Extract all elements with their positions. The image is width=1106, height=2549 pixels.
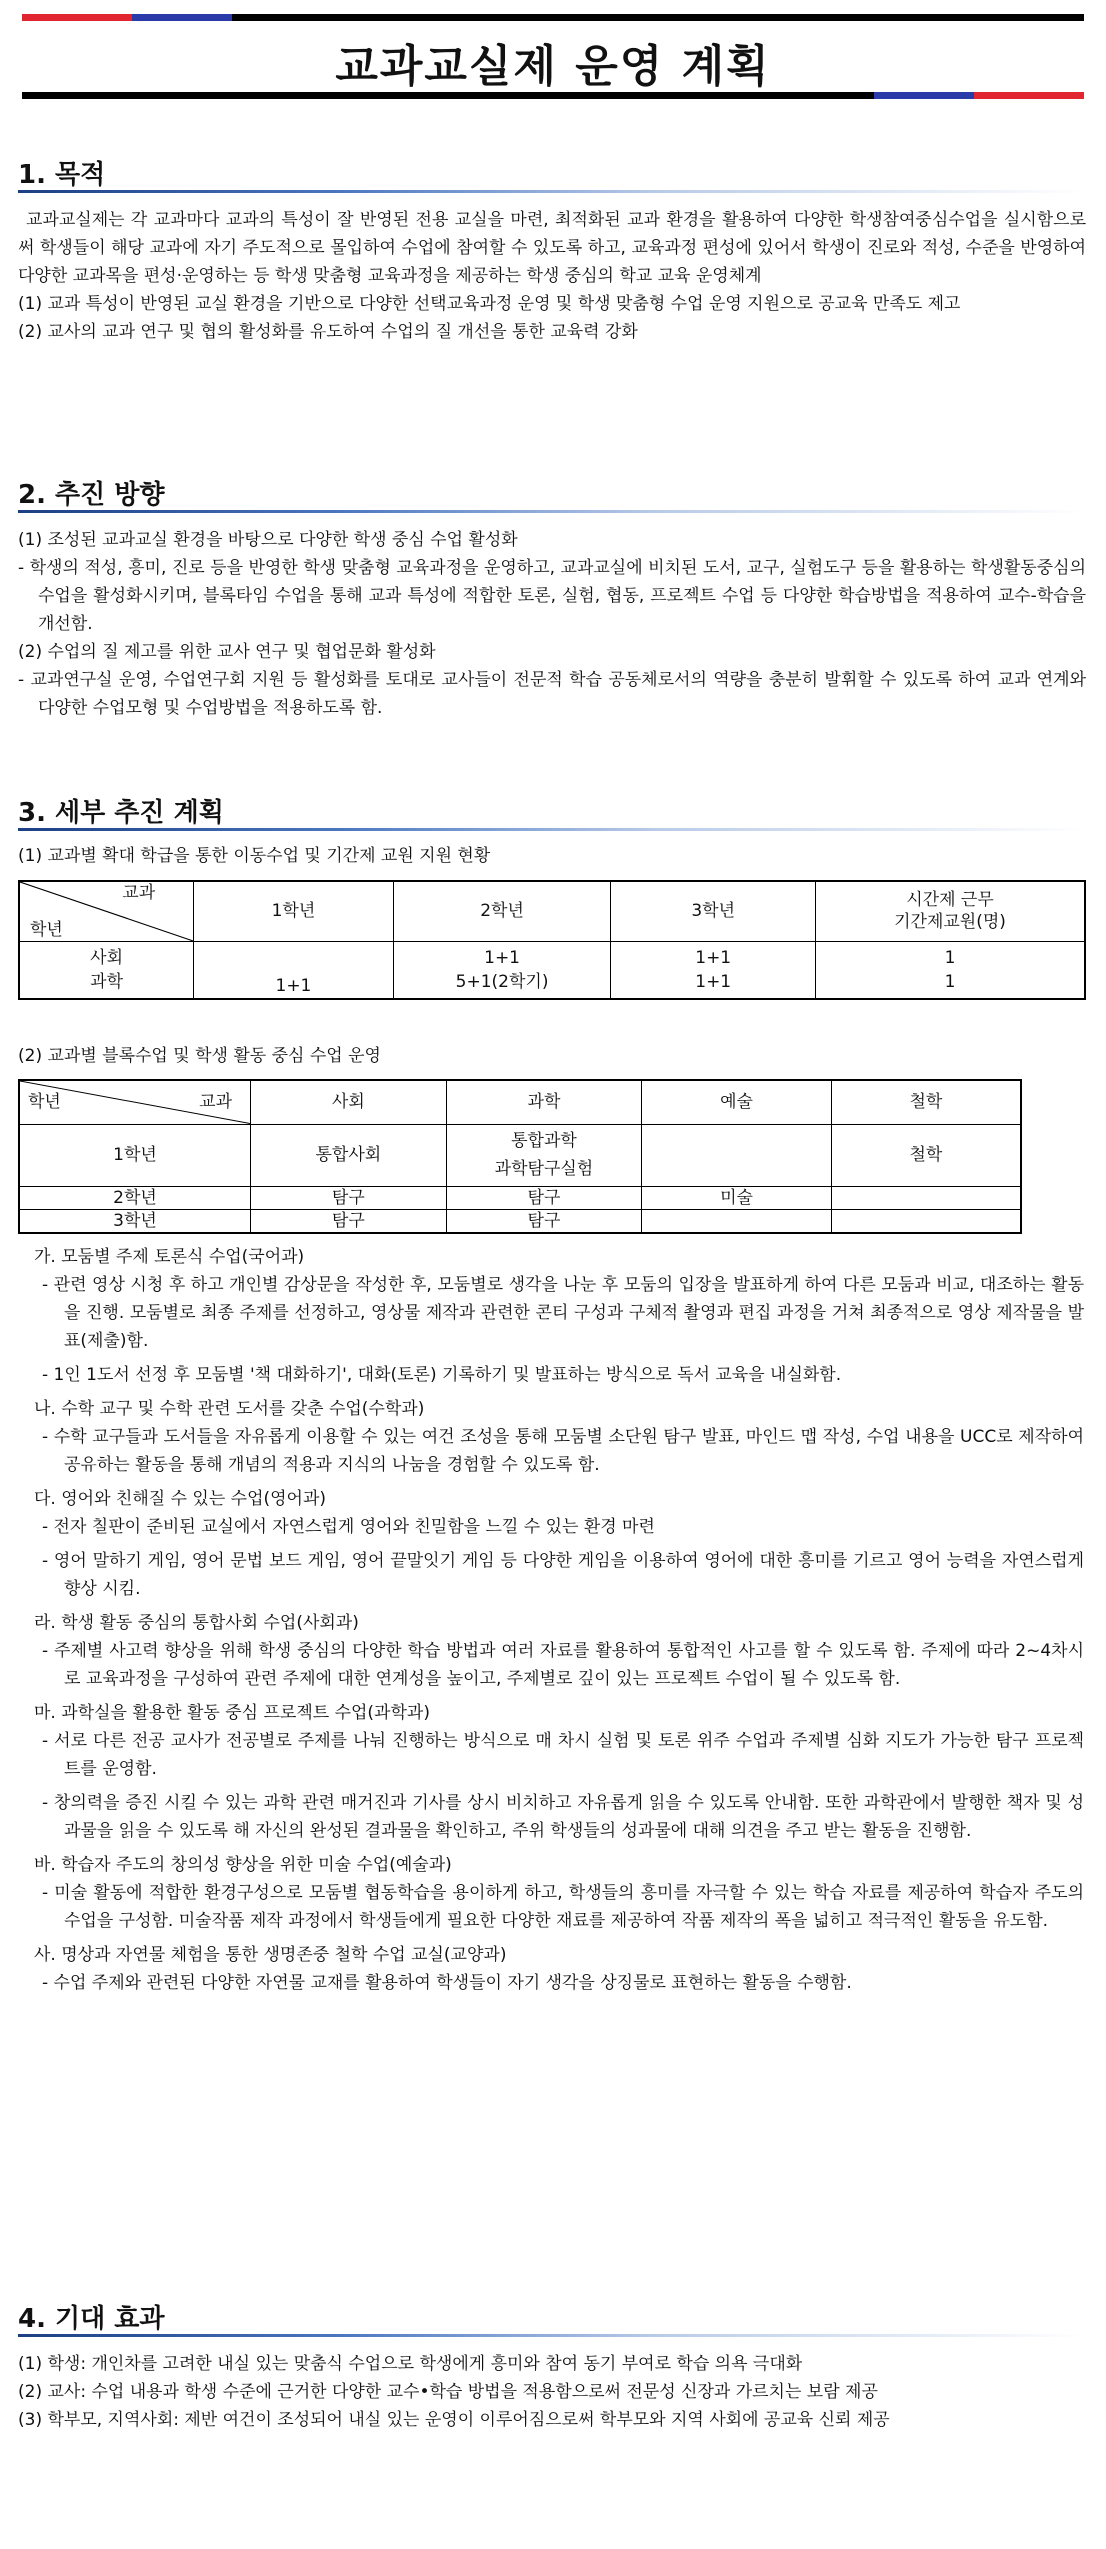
subsection-ba-heading: 바. 학습자 주도의 창의성 향상을 위한 미술 수업(예술과): [34, 1855, 452, 1875]
subsection-sa-heading: 사. 명상과 자연물 체험을 통한 생명존중 철학 수업 교실(교양과): [34, 1945, 507, 1965]
direction-item-2-detail: - 교과연구실 운영, 수업연구회 지원 등 활성화를 토대로 교사들이 전문적 학습 공동체로서의 역량을 충분히 발휘할 수 있도록 하여 교과 연계와 다양한 수업모형 및 수업방법을 적용하도록 함.: [18, 670, 1086, 718]
table-row-label: 1학년: [19, 1124, 251, 1186]
subsection-ma-item-2: - 창의력을 증진 시킬 수 있는 과학 관련 매거진과 기사를 상시 비치하고 자유롭게 읽을 수 있도록 안내함. 또한 과학관에서 발행한 책자 및 성과물을 읽을 수 있도록 해 자신의 완성된 결과물을 확인하고, 주위 학생들의 성과물에 대해 의견을 주고 받는 활동을 진행함.: [42, 1793, 1084, 1841]
table-cell: 탐구: [251, 1186, 447, 1209]
subsection-na-item-1: - 수학 교구들과 도서들을 자유롭게 이용할 수 있는 여건 조성을 통해 모둠별 소단원 탐구 발표, 마인드 맵 작성, 수업 내용을 UCC로 제작하여 공유하는 활동을 통해 개념의 적용과 지식의 나눔을 경험할 수 있도록 함.: [42, 1427, 1084, 1475]
table-cell: [831, 1209, 1021, 1233]
subsection-ba-item-1: - 미술 활동에 적합한 환경구성으로 모둠별 협동학습을 용이하게 하고, 학생들의 흥미를 자극할 수 있는 학습 자료를 제공하여 학습자 주도의 수업을 구성함. 미술작품 제작 과정에서 학생들에게 필요한 다양한 재료를 제공하여 작품 제작의 폭을 넓히고 적극적인 활동을 유도함.: [42, 1883, 1084, 1931]
table-cell: 탐구: [446, 1209, 642, 1233]
table-row-label: 사회 과학: [19, 941, 194, 999]
purpose-intro: 교과교실제는 각 교과마다 교과의 특성이 잘 반영된 전용 교실을 마련, 최적화된 교과 환경을 활용하여 다양한 학생참여중심수업을 실시함으로써 학생들이 해당 교과에 자기 주도적으로 몰입하여 수업에 참여할 수 있도록 하고, 교육과정 편성에 있어서 학생이 진로와 적성, 수준을 반영하여 다양한 교과목을 편성·운영하는 등 학생 맞춤형 교육과정을 제공하는 학생 중심의 학교 교육 운영체계: [18, 210, 1086, 286]
table-cell: 1 1: [816, 941, 1086, 999]
table-cell: 탐구: [251, 1209, 447, 1233]
direction-item-1-detail: - 학생의 적성, 흥미, 진로 등을 반영한 학생 맞춤형 교육과정을 운영하고, 교과교실에 비치된 도서, 교구, 실험도구 등을 활용하는 학생활동중심의 수업을 활성화시키며, 블록타임 수업을 통해 교과 특성에 적합한 토론, 실험, 협동, 프로젝트 수업 등 다양한 학습방법을 적용하여 교수-학습을 개선함.: [18, 558, 1086, 634]
table-header: 시간제 근무 기간제교원(명): [816, 881, 1086, 941]
table-row-label: 2학년: [19, 1186, 251, 1209]
table-cell: 통합사회: [251, 1124, 447, 1186]
table-corner: 학년 교과: [19, 1080, 251, 1124]
mobile-class-table: [18, 880, 1086, 1000]
subsection-ga-heading: 가. 모둠별 주제 토론식 수업(국어과): [34, 1247, 305, 1267]
section-heading-direction: 2. 추진 방향: [18, 480, 165, 510]
table-cell: 미술: [642, 1186, 832, 1209]
direction-item-2: (2) 수업의 질 제고를 위한 교사 연구 및 협업문화 활성화: [18, 642, 436, 662]
purpose-item-1: (1) 교과 특성이 반영된 교실 환경을 기반으로 다양한 선택교육과정 운영 및 학생 맞춤형 수업 운영 지원으로 공교육 만족도 제고: [18, 294, 961, 314]
table-header: 3학년: [611, 881, 816, 941]
table-corner: 교과 학년: [19, 881, 194, 941]
block-class-table: [18, 1079, 1022, 1234]
section-underline: [18, 2334, 1086, 2337]
subsection-da-item-1: - 전자 칠판이 준비된 교실에서 자연스럽게 영어와 친밀함을 느낄 수 있는 환경 마련: [42, 1517, 655, 1537]
table-cell: 탐구: [446, 1186, 642, 1209]
subsection-ma-heading: 마. 과학실을 활용한 활동 중심 프로젝트 수업(과학과): [34, 1703, 430, 1723]
plan-subsections: [34, 1243, 1084, 2003]
effects-item-2: (2) 교사: 수업 내용과 학생 수준에 근거한 다양한 교수•학습 방법을 적용함으로써 전문성 신장과 가르치는 보람 제공: [18, 2382, 878, 2402]
section-direction-body: [18, 526, 1086, 722]
direction-item-1: (1) 조성된 교과교실 환경을 바탕으로 다양한 학생 중심 수업 활성화: [18, 530, 518, 550]
subsection-da-heading: 다. 영어와 친해질 수 있는 수업(영어과): [34, 1489, 327, 1509]
section-underline: [18, 510, 1086, 513]
purpose-item-2: (2) 교사의 교과 연구 및 협의 활성화를 유도하여 수업의 질 개선을 통한 교육력 강화: [18, 322, 638, 342]
effects-item-3: (3) 학부모, 지역사회: 제반 여건이 조성되어 내실 있는 운영이 이루어짐으로써 학부모와 지역 사회에 공교육 신뢰 제공: [18, 2410, 890, 2430]
table-header: 사회: [251, 1080, 447, 1124]
section-heading-plan: 3. 세부 추진 계획: [18, 798, 224, 828]
effects-item-1: (1) 학생: 개인차를 고려한 내실 있는 맞춤식 수업으로 학생에게 흥미와 참여 동기 부여로 학습 의욕 극대화: [18, 2354, 803, 2374]
top-rule: [22, 14, 1084, 21]
bottom-rule: [22, 92, 1084, 99]
table-cell: 1+1 5+1(2학기): [393, 941, 611, 999]
subsection-da-item-2: - 영어 말하기 게임, 영어 문법 보드 게임, 영어 끝말잇기 게임 등 다양한 게임을 이용하여 영어에 대한 흥미를 기르고 영어 능력을 자연스럽게 향상 시킴.: [42, 1551, 1084, 1599]
table-cell: 1+1 1+1: [611, 941, 816, 999]
section-heading-purpose: 1. 목적: [18, 160, 106, 190]
table-header: 과학: [446, 1080, 642, 1124]
table2-caption: (2) 교과별 블록수업 및 학생 활동 중심 수업 운영: [18, 1046, 381, 1066]
subsection-ma-item-1: - 서로 다른 전공 교사가 전공별로 주제를 나눠 진행하는 방식으로 매 차시 실험 및 토론 위주 수업과 주제별 심화 지도가 가능한 탐구 프로젝트를 운영함.: [42, 1731, 1084, 1779]
table-cell: 철학: [831, 1124, 1021, 1186]
table-cell: 통합과학 과학탐구실험: [446, 1124, 642, 1186]
table-row-label: 3학년: [19, 1209, 251, 1233]
section-underline: [18, 828, 1086, 831]
table-header: 2학년: [393, 881, 611, 941]
table-header: 예술: [642, 1080, 832, 1124]
table1-caption: (1) 교과별 확대 학급을 통한 이동수업 및 기간제 교원 지원 현황: [18, 846, 491, 866]
table-cell: [831, 1186, 1021, 1209]
table-cell: [642, 1124, 832, 1186]
subsection-ra-heading: 라. 학생 활동 중심의 통합사회 수업(사회과): [34, 1613, 359, 1633]
subsection-ga-item-1: - 관련 영상 시청 후 하고 개인별 감상문을 작성한 후, 모둠별로 생각을 나눈 후 모둠의 입장을 발표하게 하여 다른 모둠과 비교, 대조하는 활동을 진행. 모둠별로 최종 주제를 선정하고, 영상물 제작과 관련한 콘티 구성과 구체적 촬영과 편집 과정을 거쳐 최종적으로 영상 제작물을 발표(제출)함.: [42, 1275, 1084, 1351]
table-cell: 1+1: [194, 941, 394, 999]
section-purpose-body: [18, 206, 1086, 346]
section-heading-effects: 4. 기대 효과: [18, 2304, 165, 2334]
table-cell: [642, 1209, 832, 1233]
page-title: 교과교실제 운영 계획: [335, 41, 771, 92]
section-underline: [18, 190, 1086, 193]
subsection-ra-item-1: - 주제별 사고력 향상을 위해 학생 중심의 다양한 학습 방법과 여러 자료를 활용하여 통합적인 사고를 할 수 있도록 함. 주제에 따라 2~4차시로 교육과정을 구성하여 관련 주제에 대한 연계성을 높이고, 주제별로 깊이 있는 프로젝트 수업이 될 수 있도록 함.: [42, 1641, 1084, 1689]
subsection-sa-item-1: - 수업 주제와 관련된 다양한 자연물 교재를 활용하여 학생들이 자기 생각을 상징물로 표현하는 활동을 수행함.: [42, 1973, 852, 1993]
table-header: 1학년: [194, 881, 394, 941]
subsection-na-heading: 나. 수학 교구 및 수학 관련 도서를 갖춘 수업(수학과): [34, 1399, 425, 1419]
table-header: 철학: [831, 1080, 1021, 1124]
section-effects-body: [18, 2350, 1086, 2434]
subsection-ga-item-2: - 1인 1도서 선정 후 모둠별 '책 대화하기', 대화(토론) 기록하기 및 발표하는 방식으로 독서 교육을 내실화함.: [42, 1365, 842, 1385]
